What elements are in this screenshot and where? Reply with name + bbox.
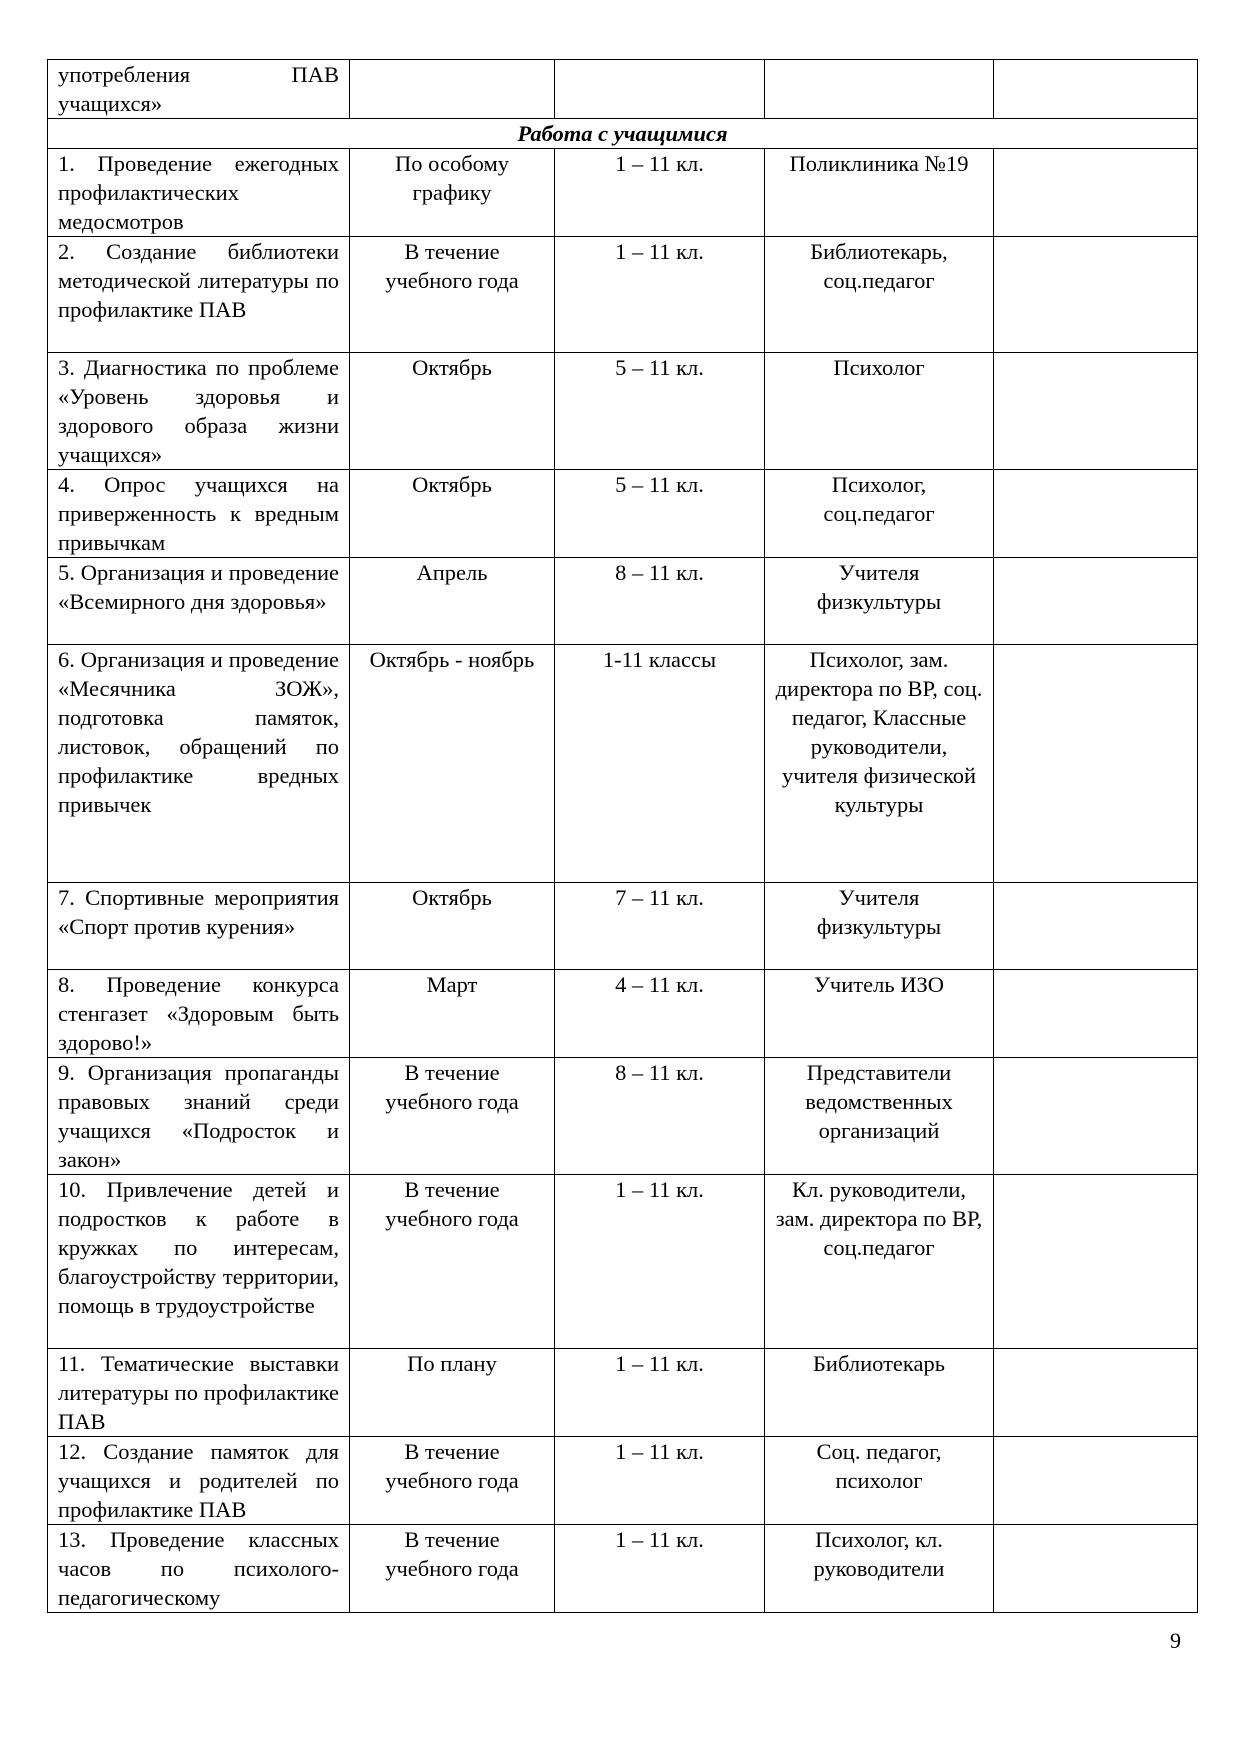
responsible-cell: Психолог, кл. руководители	[765, 1525, 994, 1613]
table-row	[48, 1058, 1198, 1175]
responsible-cell: Кл. руководители, зам. директора по ВР, соц.педагог	[765, 1175, 994, 1349]
note-cell	[994, 645, 1198, 883]
table-row	[48, 558, 1198, 645]
responsible-cell: Психолог, зам. директора по ВР, соц. педагог, Классные руководители, учителя физической культуры	[765, 645, 994, 883]
note-cell	[994, 470, 1198, 558]
event-cell: 6. Организация и проведение «Месячника ЗОЖ», подготовка памяток, листовок, обращений по профилактике вредных привычек	[48, 645, 350, 883]
event-cell: 12. Создание памяток для учащихся и родителей по профилактике ПАВ	[48, 1437, 350, 1525]
table-row	[48, 645, 1198, 883]
section-title: Работа с учащимися	[48, 119, 1198, 149]
table-row	[48, 470, 1198, 558]
event-cell: 4. Опрос учащихся на приверженность к вредным привычкам	[48, 470, 350, 558]
note-cell	[994, 1349, 1198, 1437]
activity-plan-table	[47, 59, 1198, 1613]
period-cell	[350, 60, 555, 119]
note-cell	[994, 149, 1198, 237]
period-cell: Март	[350, 970, 555, 1058]
note-cell	[994, 1175, 1198, 1349]
note-cell	[994, 353, 1198, 470]
classes-cell: 5 – 11 кл.	[555, 353, 765, 470]
responsible-cell: Психолог, соц.педагог	[765, 470, 994, 558]
period-cell: В течение учебного года	[350, 1058, 555, 1175]
classes-cell: 1 – 11 кл.	[555, 1349, 765, 1437]
table-row	[48, 883, 1198, 970]
table-row	[48, 970, 1198, 1058]
event-cell: употребления ПАВ учащихся»	[48, 60, 350, 119]
period-cell: Октябрь - ноябрь	[350, 645, 555, 883]
page-number: 9	[1170, 1628, 1181, 1653]
note-cell	[994, 237, 1198, 353]
period-cell: В течение учебного года	[350, 1525, 555, 1613]
period-cell: Октябрь	[350, 883, 555, 970]
event-cell: 3. Диагностика по проблеме «Уровень здоровья и здорового образа жизни учащихся»	[48, 353, 350, 470]
table-row	[48, 1349, 1198, 1437]
responsible-cell: Учителя физкультуры	[765, 558, 994, 645]
period-cell: По особому графику	[350, 149, 555, 237]
responsible-cell: Психолог	[765, 353, 994, 470]
table-row	[48, 353, 1198, 470]
table-row	[48, 1525, 1198, 1613]
event-cell: 13. Проведение классных часов по психолого-педагогическому	[48, 1525, 350, 1613]
classes-cell: 1 – 11 кл.	[555, 1175, 765, 1349]
note-cell	[994, 558, 1198, 645]
note-cell	[994, 1437, 1198, 1525]
responsible-cell: Библиотекарь, соц.педагог	[765, 237, 994, 353]
period-cell: По плану	[350, 1349, 555, 1437]
section-header-row	[48, 119, 1198, 149]
event-cell: 2. Создание библиотеки методической литературы по профилактике ПАВ	[48, 237, 350, 353]
responsible-cell: Учитель ИЗО	[765, 970, 994, 1058]
responsible-cell: Представители ведомственных организаций	[765, 1058, 994, 1175]
continuation-row	[48, 60, 1198, 119]
table-row	[48, 1437, 1198, 1525]
table-row	[48, 1175, 1198, 1349]
event-cell: 11. Тематические выставки литературы по профилактике ПАВ	[48, 1349, 350, 1437]
classes-cell: 1-11 классы	[555, 645, 765, 883]
note-cell	[994, 1525, 1198, 1613]
responsible-cell: Библиотекарь	[765, 1349, 994, 1437]
period-cell: Октябрь	[350, 353, 555, 470]
event-cell: 8. Проведение конкурса стенгазет «Здоровым быть здорово!»	[48, 970, 350, 1058]
period-cell: Апрель	[350, 558, 555, 645]
period-cell: В течение учебного года	[350, 1437, 555, 1525]
classes-cell: 8 – 11 кл.	[555, 558, 765, 645]
note-cell	[994, 883, 1198, 970]
classes-cell	[555, 60, 765, 119]
classes-cell: 1 – 11 кл.	[555, 1525, 765, 1613]
responsible-cell: Соц. педагог, психолог	[765, 1437, 994, 1525]
event-cell: 7. Спортивные мероприятия «Спорт против курения»	[48, 883, 350, 970]
classes-cell: 1 – 11 кл.	[555, 149, 765, 237]
event-cell: 10. Привлечение детей и подростков к работе в кружках по интересам, благоустройству территории, помощь в трудоустройстве	[48, 1175, 350, 1349]
event-cell: 9. Организация пропаганды правовых знаний среди учащихся «Подросток и закон»	[48, 1058, 350, 1175]
table-row	[48, 237, 1198, 353]
classes-cell: 4 – 11 кл.	[555, 970, 765, 1058]
note-cell	[994, 970, 1198, 1058]
event-cell: 5. Организация и проведение «Всемирного дня здоровья»	[48, 558, 350, 645]
period-cell: Октябрь	[350, 470, 555, 558]
responsible-cell: Поликлиника №19	[765, 149, 994, 237]
note-cell	[994, 60, 1198, 119]
period-cell: В течение учебного года	[350, 237, 555, 353]
responsible-cell	[765, 60, 994, 119]
classes-cell: 7 – 11 кл.	[555, 883, 765, 970]
period-cell: В течение учебного года	[350, 1175, 555, 1349]
classes-cell: 8 – 11 кл.	[555, 1058, 765, 1175]
table-body	[48, 60, 1198, 1613]
event-cell: 1. Проведение ежегодных профилактических медосмотров	[48, 149, 350, 237]
classes-cell: 1 – 11 кл.	[555, 1437, 765, 1525]
note-cell	[994, 1058, 1198, 1175]
classes-cell: 5 – 11 кл.	[555, 470, 765, 558]
classes-cell: 1 – 11 кл.	[555, 237, 765, 353]
responsible-cell: Учителя физкультуры	[765, 883, 994, 970]
table-row	[48, 149, 1198, 237]
